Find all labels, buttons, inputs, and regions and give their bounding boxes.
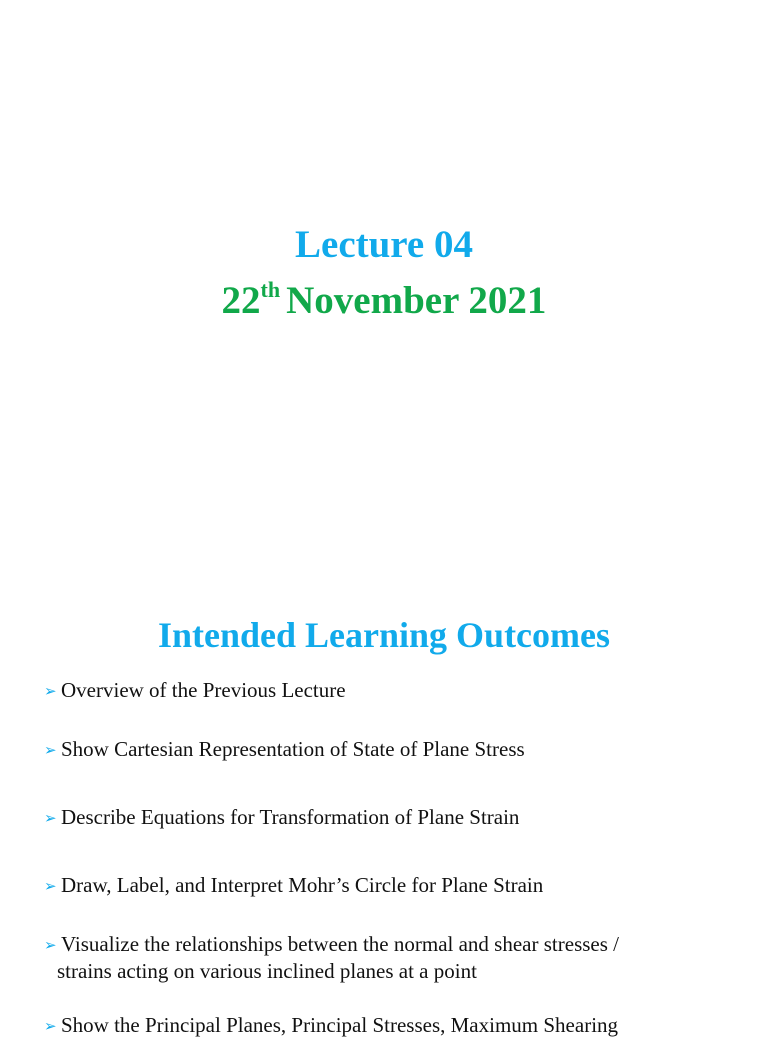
arrow-bullet-icon: ➢ (44, 877, 57, 895)
outcome-text: Show the Principal Planes, Principal Stresses, Maximum Shearing (61, 1013, 619, 1037)
outcomes-heading: Intended Learning Outcomes (157, 615, 611, 655)
lecture-date (0, 278, 768, 324)
date-day: 22 (221, 279, 261, 322)
outcome-text: Visualize the relationships between the normal and shear stresses / (61, 932, 619, 956)
outcome-item (44, 677, 744, 704)
arrow-bullet-icon: ➢ (44, 809, 57, 827)
outcome-item (44, 931, 744, 984)
date-suffix: th (260, 277, 281, 302)
arrow-bullet-icon: ➢ (44, 741, 57, 759)
lecture-title: Lecture 04 (295, 223, 473, 266)
outcome-item (44, 1012, 744, 1039)
outcome-item (44, 872, 744, 899)
outcome-line-2: strains acting on various inclined planes at a point (57, 959, 477, 983)
arrow-bullet-icon: ➢ (44, 936, 57, 954)
outcome-item (44, 804, 744, 831)
outcome-text: Show Cartesian Representation of State of Plane Stress (61, 737, 525, 761)
arrow-bullet-icon: ➢ (44, 1017, 57, 1035)
date-rest: November 2021 (286, 279, 547, 322)
arrow-bullet-icon: ➢ (44, 682, 57, 700)
outcome-line-1 (44, 931, 744, 958)
outcome-text: Overview of the Previous Lecture (61, 678, 346, 702)
outcome-item (44, 736, 744, 763)
outcome-text: Describe Equations for Transformation of Plane Strain (61, 805, 520, 829)
outcome-text: Draw, Label, and Interpret Mohr’s Circle for Plane Strain (61, 873, 544, 897)
